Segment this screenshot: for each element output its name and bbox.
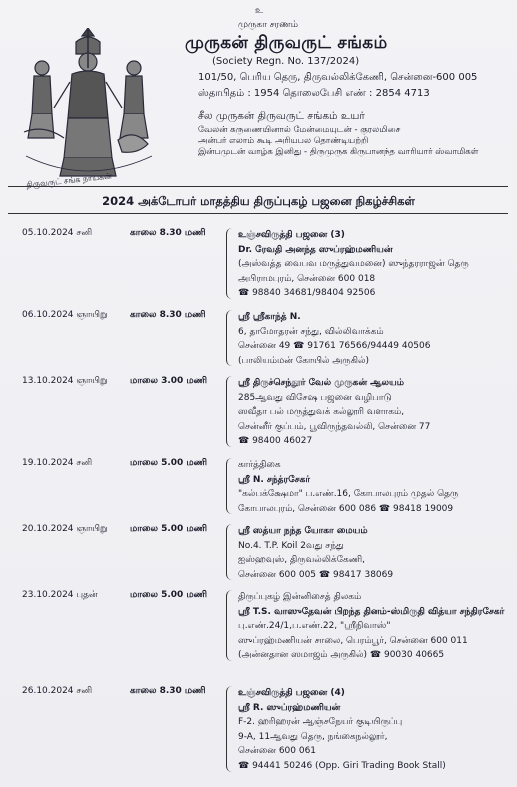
event-detail-line: ☎ 98840 34681/98404 92506 [238, 288, 376, 299]
event-details [238, 686, 510, 774]
event-time: காலை 8.30 மணி [130, 310, 206, 320]
established-phone: ஸ்தாபிதம் : 1954 தொலைபேசி எண் : 2854 4713 [198, 88, 430, 99]
verse-line-3: இன்பமுடன் வாழ்க இனிது - திருமுருக கிருபானந்த வாரியார் ஸ்வாமிகள் [198, 147, 479, 157]
event-detail-line: உஞ்சவிருத்தி பஜனை (3) [238, 230, 345, 240]
event-detail-line: ஸ்ரீ T.S. வாஸுதேவன் பிறந்த தினம்-ஸ்மிருதி வித்யா சந்திரசேகர் [238, 606, 505, 617]
event-detail-line: சென்னை 49 ☎ 91761 76566/94449 40506 [238, 341, 431, 352]
event-detail-line: (பாலியம்மன் கோயில் அருகில்) [238, 355, 369, 366]
event-detail-line: 285ஆவது விசேஷ பஜனை வழிபாடு [238, 392, 392, 403]
event-time: மாலை 5.00 மணி [130, 590, 208, 600]
event-time: காலை 8.30 மணி [130, 228, 206, 238]
registration-number: (Society Regn. No. 137/2024) [212, 56, 360, 67]
event-detail-line: ஸ்ரீ திருச்செந்தூர் வேல் முருகன் ஆலயம் [238, 378, 404, 388]
event-brace [226, 376, 235, 447]
event-detail-line: அபிராமபுரம், சென்னை 600 018 [238, 273, 376, 284]
event-brace [226, 590, 235, 661]
event-detail-line: சென்னீர் குப்பம், பூவிருந்தவல்லி, சென்னை 77 [238, 421, 431, 432]
event-detail-line: சென்னை 600 061 [238, 746, 317, 757]
event-detail-line: F-2. ஹரிஹரன் ஆஞ்சநேயர் குடியிருப்பு [238, 717, 403, 728]
event-detail-line: ஐஸ்ஹவுஸ், திருவல்லிக்கேணி, [238, 555, 366, 566]
event-detail-line: Dr. ரேவதி அனந்த ஸுப்ரஹ்மணியன் [238, 244, 393, 255]
event-detail-line: ஸவீதா பல் மருத்துவக் கல்லூரி வளாகம், [238, 407, 405, 418]
murugan-deity-logo [14, 28, 162, 188]
event-detail-line: 9-A, 11ஆவது தெரு, நங்கைநல்லூர், [238, 731, 388, 742]
event-detail-line: ☎ 94441 50246 (Opp. Giri Trading Book Stall) [238, 760, 446, 771]
event-detail-line: கோபாலபுரம், சென்னை 600 086 ☎ 98418 19009 [238, 503, 454, 514]
event-date: 26.10.2024 சனி [22, 686, 93, 696]
event-detail-line: உஞ்சவிருத்தி பஜனை (4) [238, 688, 345, 698]
event-time: மாலை 5.00 மணி [130, 524, 208, 534]
org-title: முருகன் திருவருட் சங்கம் [185, 33, 388, 53]
event-detail-line: ஸுப்ரஹ்மணியன் சாலை, பெரம்பூர், சென்னை 600 011 [238, 635, 468, 646]
event-time: காலை 8.30 மணி [130, 686, 206, 696]
event-details [238, 524, 510, 582]
divider-bottom [8, 213, 508, 214]
event-details [238, 228, 510, 301]
event-date: 05.10.2024 சனி [22, 228, 93, 238]
event-details [238, 590, 510, 663]
event-brace [226, 524, 235, 580]
event-brace [226, 310, 235, 366]
event-detail-line: No.4. T.P. Koil 2வது சந்து [238, 540, 344, 551]
verse-line-2: அன்பர் எலாம் கூடி அரியபல தொண்டியற்றி [198, 136, 369, 146]
logo-caption: திருவருட் சங்க நாயகன் [25, 171, 113, 190]
event-date: 13.10.2024 ஞாயிறு [22, 376, 108, 386]
event-detail-line: (அஸ்வத்த வைபவ மருத்துவமனை) ஸுந்தரராஜன் தெரு [238, 259, 469, 270]
event-brace [226, 458, 235, 514]
event-brace [226, 686, 235, 772]
event-detail-line: சென்னை 600 005 ☎ 98417 38069 [238, 569, 394, 580]
event-brace [226, 228, 235, 299]
event-detail-line: 6, தாமோதரன் சந்து, வில்லிவாக்கம் [238, 326, 384, 337]
event-detail-line: கார்த்திகை [238, 460, 281, 470]
event-details [238, 376, 510, 449]
header-symbol: உ [255, 6, 264, 16]
divider-top [8, 186, 508, 187]
event-time: மாலை 3.00 மணி [130, 376, 208, 386]
event-details [238, 458, 510, 516]
event-date: 20.10.2024 ஞாயிறு [22, 524, 108, 534]
event-detail-line: பு.எண்.24/1,ப.எண்.22, "ஸ்ரீநிவாஸ்" [238, 621, 391, 632]
event-date: 06.10.2024 ஞாயிறு [22, 310, 108, 320]
event-detail-line: ☎ 98400 46027 [238, 436, 313, 447]
org-address: 101/50, பெரிய தெரு, திருவல்லிக்கேணி, சென்னை-600 005 [198, 72, 478, 83]
event-detail-line: "கல்பக்க்ஷேமா" ப.எண்.16, கோபாலபுரம் முதல் தெரு [238, 489, 459, 500]
event-detail-line: ஸ்ரீ ஸ்ரீகாந்த் N. [238, 312, 301, 322]
event-time: மாலை 5.00 மணி [130, 458, 208, 468]
event-detail-line: ஸ்ரீ R. ஸுப்ரஹ்மணியன் [238, 702, 341, 713]
event-date: 19.10.2024 சனி [22, 458, 93, 468]
schedule-heading: 2024 அக்டோபர் மாதத்திய திருப்புகழ் பஜனை நிகழ்ச்சிகள் [102, 194, 415, 208]
verse-line-1: வேலன் கருணையினால் மேன்மையுடன் - குரலமிசை [198, 125, 401, 135]
event-detail-line: (அன்னதான ஸமாஜம் அருகில்) ☎ 90030 40665 [238, 650, 445, 661]
verse-title: சீல முருகன் திருவருட் சங்கம் உயர் [198, 110, 365, 122]
event-date: 23.10.2024 புதன் [22, 590, 98, 600]
event-detail-line: திருப்புகழ் இன்னிசைத் திலகம் [238, 592, 362, 602]
header-saranam: முருகா சரணம் [238, 20, 298, 30]
event-detail-line: ஸ்ரீ ஸத்யா நந்த யோகா மையம் [238, 526, 368, 536]
event-detail-line: ஸ்ரீ N. சந்த்ரசேகர் [238, 474, 311, 485]
event-details [238, 310, 510, 368]
